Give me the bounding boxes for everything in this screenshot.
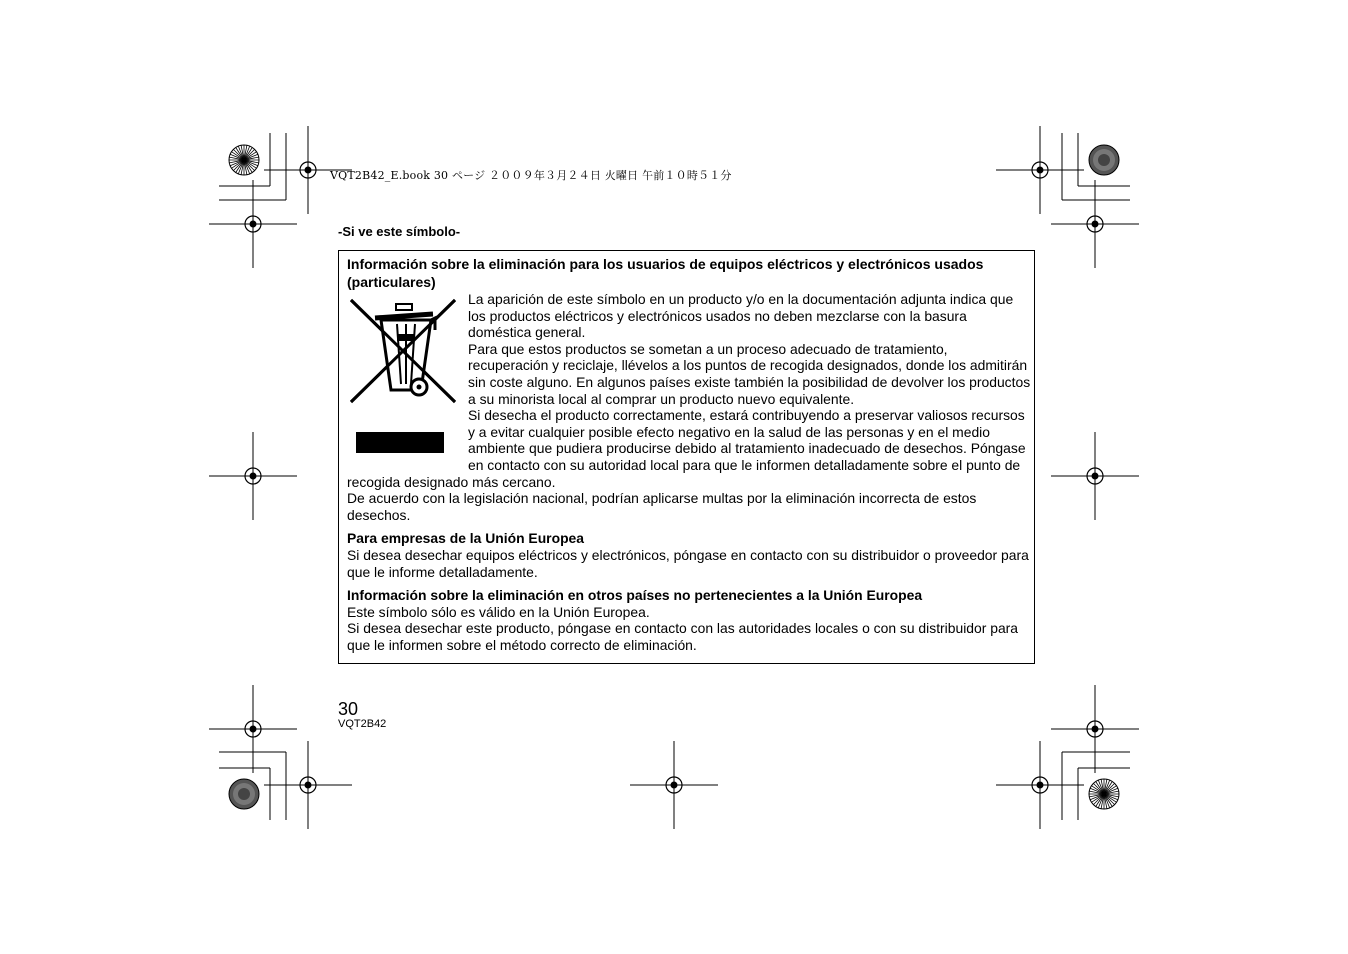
paragraph-1: La aparición de este símbolo en un producto y/o en la documentación adjunta indica que los productos eléctricos y electrónicos usados no deben mezclarse con la basura doméstica general. [468,291,1014,341]
non-eu-title: Información sobre la eliminación en otros países no pertenecientes a la Unión Europea [347,587,923,604]
business-title: Para empresas de la Unión Europea [347,530,585,547]
doc-code: VQT2B42 [338,718,387,730]
print-header-line: VQT2B42_E.book 30 ページ ２００９年３月２４日 火曜日 午前１０時５１分 [330,169,732,182]
non-eu-text-1: Este símbolo sólo es válido en la Unión Europea. [347,603,650,620]
page-number: 30 [338,699,359,719]
paragraph-3: Si desecha el producto correctamente, estará contribuyendo a preservar valiosos recursos y a evitar cualquier posible efecto negativo en la salud de las personas y en el medio ambiente que pudiera producirse debido al tratamiento inadecuado de desechos. Póngase en contacto con su autoridad local para que le informen detalladamente sobre el punto de recogida designado más cercano. [347,407,1026,490]
weee-bar [356,432,444,453]
business-text: Si desea desechar equipos eléctricos y electrónicos, póngase en contacto con su distribuidor o proveedor para que le informe detalladamente. [347,546,1029,580]
box-title: Información sobre la eliminación para los usuarios de equipos eléctricos y electrónicos usados (particulares) [347,256,984,290]
paragraph-4: De acuerdo con la legislación nacional, podrían aplicarse multas por la eliminación incorrecta de estos desechos. [347,490,977,523]
disposal-info-content [347,255,1031,653]
non-eu-text-2: Si desea desechar este producto, póngase en contacto con las autoridades locales o con su distribuidor para que le informen sobre el método correcto de eliminación. [347,620,1019,653]
section-heading: -Si ve este símbolo- [338,224,461,239]
disposal-info-box [338,250,1035,664]
weee-symbol [347,294,467,464]
paragraph-2: Para que estos productos se sometan a un proceso adecuado de tratamiento, recuperación y reciclaje, llévelos a los puntos de recogida designados, donde los admitirán sin coste alguno. En algunos países existe también la posibilidad de devolver los productos a su minorista local al comprar un producto nuevo equivalente. [468,340,1031,407]
